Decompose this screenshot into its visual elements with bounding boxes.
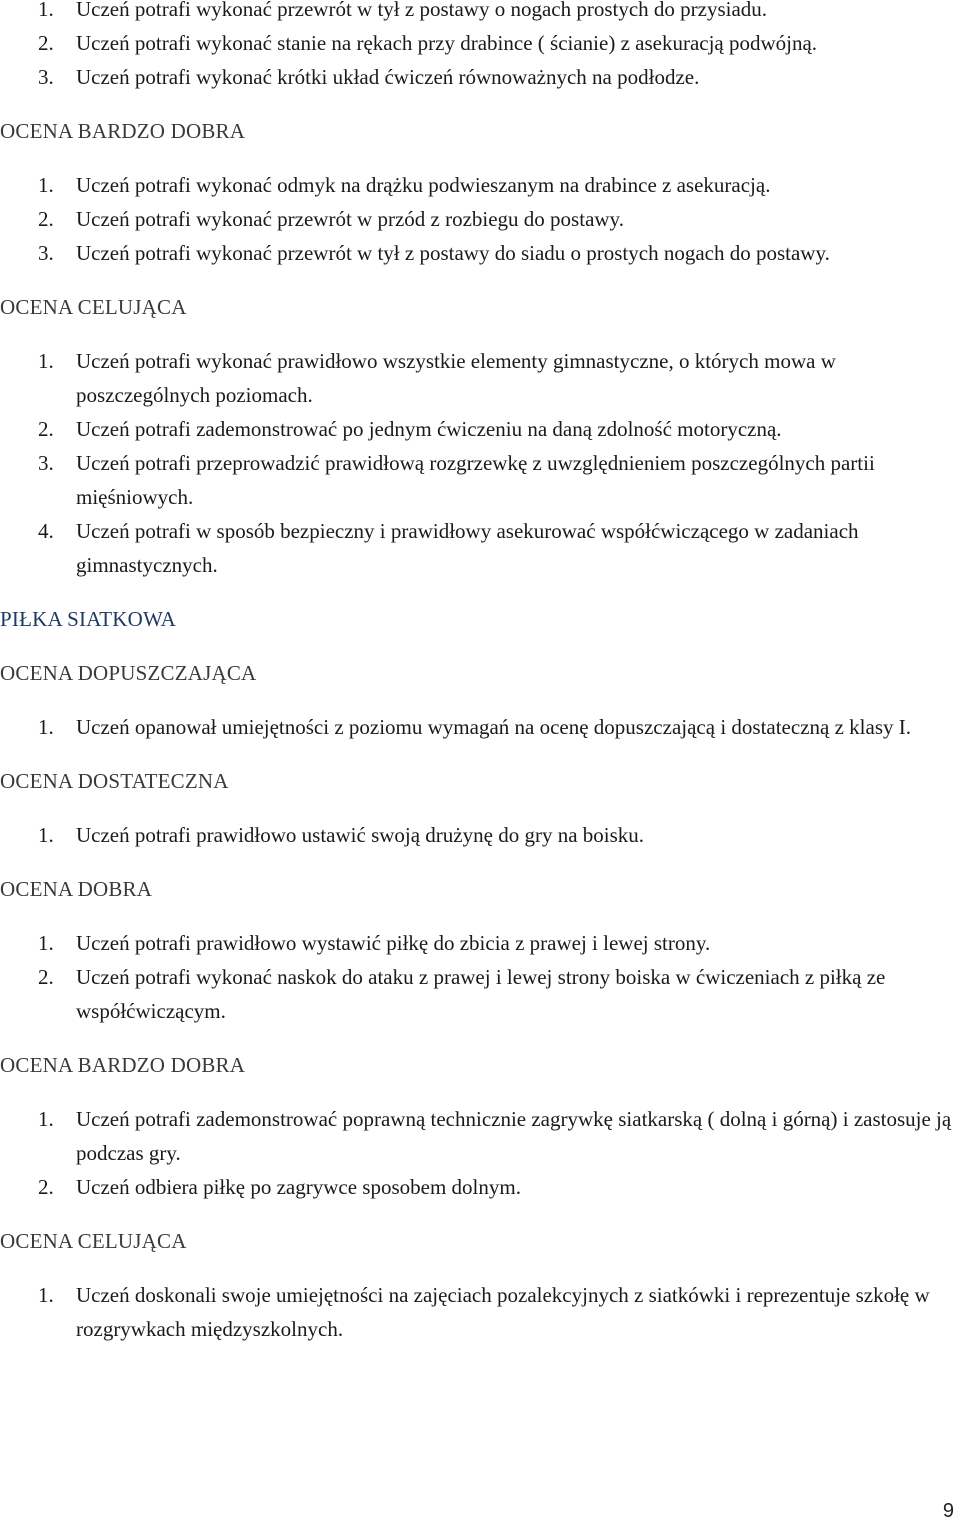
list-item: [0, 818, 960, 852]
list-item: [0, 514, 960, 582]
list-item: [0, 26, 960, 60]
list-item-number: 1.: [38, 349, 54, 373]
list-item-text: Uczeń potrafi przeprowadzić prawidłową rozgrzewkę z uwzględnieniem poszczególnych partii mięśniowych.: [76, 451, 875, 509]
list-item: [0, 344, 960, 412]
list-item-number: 3.: [38, 241, 54, 265]
numbered-list: [0, 0, 960, 94]
numbered-list: [0, 1278, 960, 1346]
list-item-text: Uczeń potrafi w sposób bezpieczny i prawidłowy asekurować współćwiczącego w zadaniach gimnastycznych.: [76, 519, 859, 577]
list-item-number: 3.: [38, 65, 54, 89]
numbered-list: [0, 168, 960, 270]
list-item: [0, 0, 960, 26]
list-item: [0, 1170, 960, 1204]
list-item-text: Uczeń potrafi prawidłowo wystawić piłkę do zbicia z prawej i lewej strony.: [76, 931, 711, 955]
numbered-list: [0, 926, 960, 1028]
list-item-number: 1.: [38, 0, 54, 21]
list-item-number: 1.: [38, 715, 54, 739]
list-item-number: 3.: [38, 451, 54, 475]
list-item-text: Uczeń potrafi wykonać odmyk na drążku podwieszanym na drabince z asekuracją.: [76, 173, 771, 197]
section-title: PIŁKA SIATKOWA: [0, 607, 177, 631]
grade-heading: OCENA DOSTATECZNA: [0, 769, 229, 793]
numbered-list: [0, 1102, 960, 1204]
list-item: [0, 168, 960, 202]
list-item-text: Uczeń potrafi wykonać naskok do ataku z prawej i lewej strony boiska w ćwiczeniach z piłką ze współćwiczącym.: [76, 965, 886, 1023]
numbered-list: [0, 710, 960, 744]
list-item: [0, 236, 960, 270]
grade-heading: OCENA DOPUSZCZAJĄCA: [0, 661, 257, 685]
list-item-text: Uczeń potrafi wykonać przewrót w przód z rozbiegu do postawy.: [76, 207, 624, 231]
list-item-number: 2.: [38, 207, 54, 231]
list-item-text: Uczeń opanował umiejętności z poziomu wymagań na ocenę dopuszczającą i dostateczną z klasy I.: [76, 715, 911, 739]
list-item: [0, 960, 960, 1028]
list-item: [0, 202, 960, 236]
list-item-number: 1.: [38, 1107, 54, 1131]
numbered-list: [0, 818, 960, 852]
page-number: 9: [942, 1500, 954, 1522]
list-item-text: Uczeń potrafi zademonstrować po jednym ćwiczeniu na daną zdolność motoryczną.: [76, 417, 782, 441]
list-item-text: Uczeń potrafi wykonać prawidłowo wszystkie elementy gimnastyczne, o których mowa w poszczególnych poziomach.: [76, 349, 836, 407]
list-item: [0, 1102, 960, 1170]
list-item-number: 2.: [38, 1175, 54, 1199]
list-item-number: 1.: [38, 173, 54, 197]
list-item-number: 2.: [38, 965, 54, 989]
list-item-text: Uczeń odbiera piłkę po zagrywce sposobem dolnym.: [76, 1175, 521, 1199]
list-item-number: 1.: [38, 1283, 54, 1307]
list-item-number: 1.: [38, 823, 54, 847]
list-item-text: Uczeń potrafi prawidłowo ustawić swoją drużynę do gry na boisku.: [76, 823, 645, 847]
list-item: [0, 412, 960, 446]
list-item-text: Uczeń potrafi zademonstrować poprawną technicznie zagrywkę siatkarską ( dolną i górną) i zastosuje ją podczas gry.: [76, 1107, 952, 1165]
list-item: [0, 710, 960, 744]
list-item-text: Uczeń potrafi wykonać przewrót w tył z postawy o nogach prostych do przysiadu.: [76, 0, 768, 21]
grade-heading: OCENA DOBRA: [0, 877, 153, 901]
grade-heading: OCENA CELUJĄCA: [0, 1229, 187, 1253]
list-item: [0, 926, 960, 960]
numbered-list: [0, 344, 960, 582]
list-item-number: 4.: [38, 519, 54, 543]
grade-heading: OCENA BARDZO DOBRA: [0, 1053, 246, 1077]
list-item-text: Uczeń potrafi wykonać stanie na rękach przy drabince ( ścianie) z asekuracją podwójną.: [76, 31, 818, 55]
list-item-text: Uczeń doskonali swoje umiejętności na zajęciach pozalekcyjnych z siatkówki i reprezentuje szkołę w rozgrywkach międzyszkolnych.: [76, 1283, 930, 1341]
list-item: [0, 446, 960, 514]
grade-heading: OCENA CELUJĄCA: [0, 295, 187, 319]
list-item: [0, 60, 960, 94]
list-item: [0, 1278, 960, 1346]
list-item-text: Uczeń potrafi wykonać krótki układ ćwiczeń równoważnych na podłodze.: [76, 65, 700, 89]
list-item-number: 2.: [38, 31, 54, 55]
list-item-number: 1.: [38, 931, 54, 955]
list-item-number: 2.: [38, 417, 54, 441]
list-item-text: Uczeń potrafi wykonać przewrót w tył z postawy do siadu o prostych nogach do postawy.: [76, 241, 830, 265]
grade-heading: OCENA BARDZO DOBRA: [0, 119, 246, 143]
